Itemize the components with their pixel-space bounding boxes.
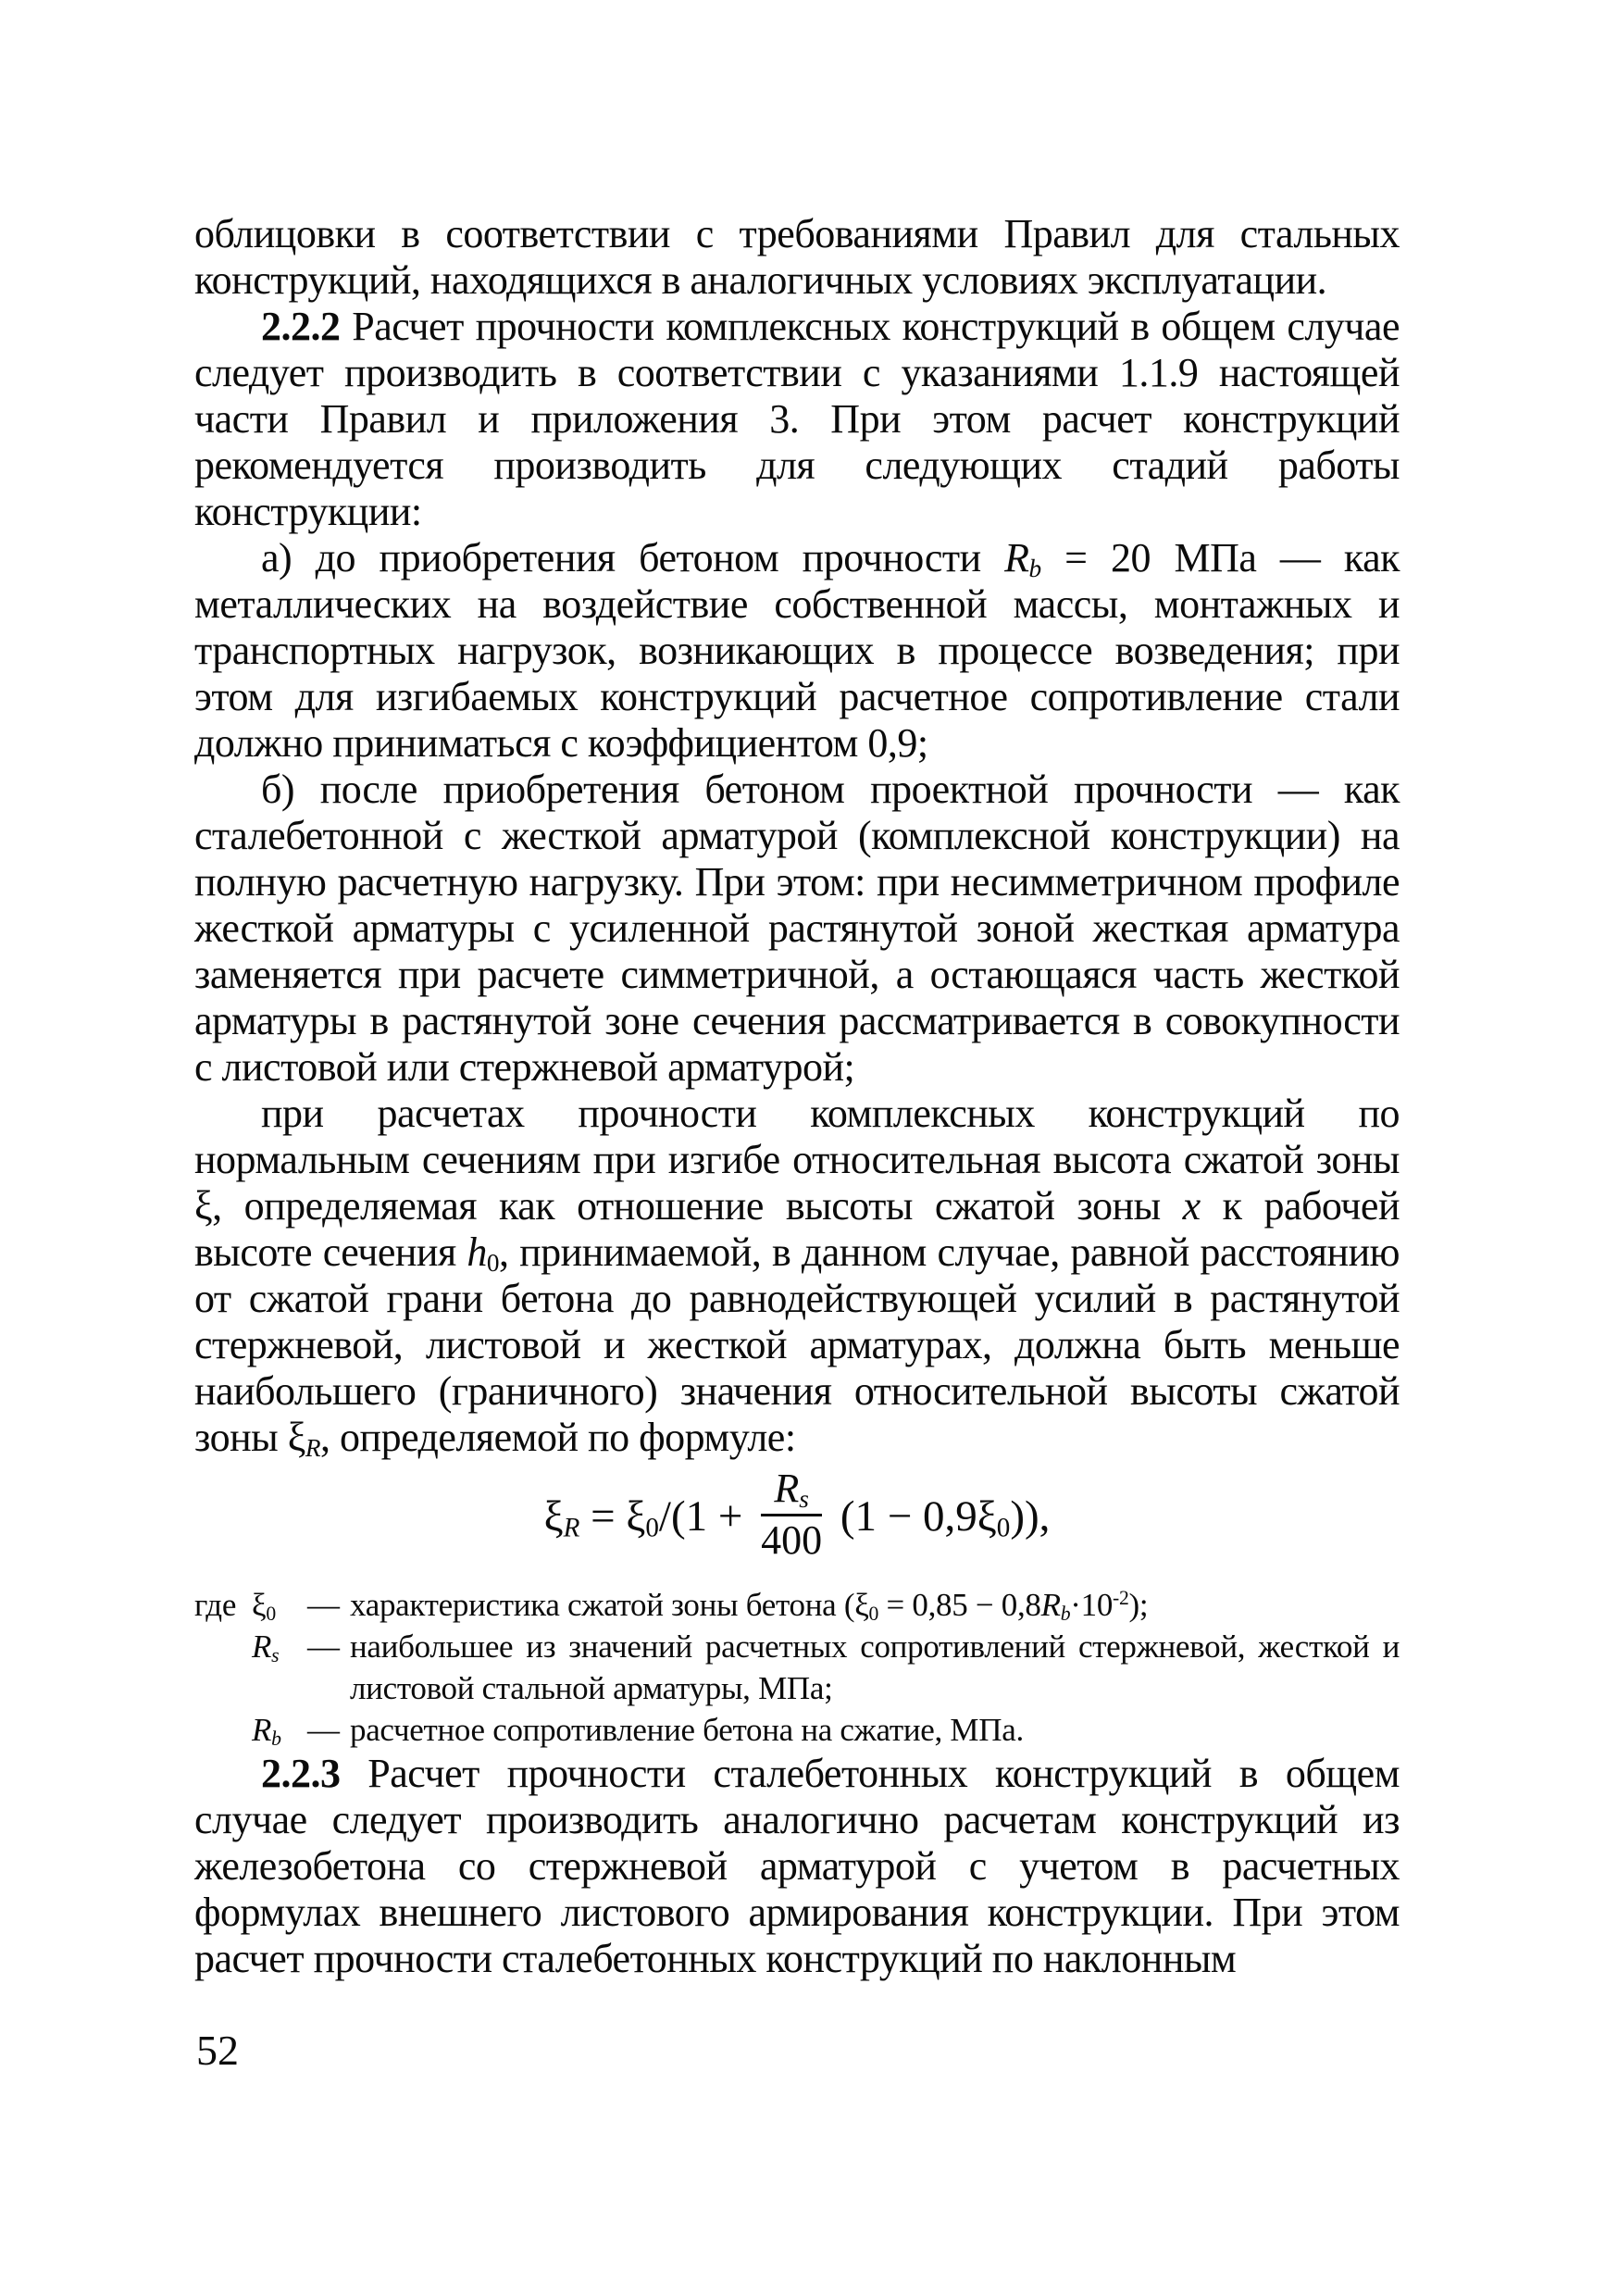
definition-xi0-dash: —	[307, 1586, 340, 1623]
definition-rb-description: расчетное сопротивление бетона на сжатие, МПа.	[350, 1711, 1024, 1748]
paragraph-2-2-3: 2.2.3 Расчет прочности сталебетонных конструкций в общем случае следует производить аналогично расчетам конструкций из железобетона со стержневой арматурой с учетом в расчетных формулах внешнего листового армирования конструкции. При этом расчет прочности сталебетонных конструкций по наклонным	[194, 1750, 1400, 1981]
definition-rb-dash: —	[307, 1711, 340, 1748]
definition-xi0-description: характеристика сжатой зоны бетона $(\xi_0 = 0,85 - 0,8R_b\cdot 10^{-2})$;	[350, 1586, 1149, 1625]
text-column	[194, 211, 1400, 1982]
where-label: где	[194, 1586, 237, 1623]
definition-rs	[252, 1626, 1400, 1709]
definition-rb-term: $R_b$	[252, 1711, 281, 1750]
definitions-list	[194, 1584, 1400, 1751]
formula-tail: $(1 - 0,9\xi_0)$),	[829, 1492, 1051, 1543]
definition-xi0	[252, 1584, 1400, 1626]
definition-rs-term: $R_s$	[252, 1628, 280, 1666]
definition-rs-dash: —	[307, 1628, 340, 1665]
paragraph-item-a: а) до приобретения бетоном прочности $R_b = 20$ МПа — как металлических на воздействие собственной массы, монтажных и транспортных нагрузок, возникающих в процессе возведения; при этом для изгибаемых конструкций расчетное сопротивление стали должно приниматься с коэффициентом 0,9;	[194, 535, 1400, 766]
formula-denominator: 400	[761, 1517, 823, 1564]
page-number: 52	[196, 2027, 239, 2074]
formula-xi-r	[194, 1466, 1400, 1569]
paragraph-2-2-2: 2.2.2 Расчет прочности комплексных конструкций в общем случае следует производить в соответствии с указаниями 1.1.9 настоящей части Правил и приложения 3. При этом расчет конструкций рекомендуется производить для следующих стадий работы конструкции:	[194, 304, 1400, 534]
definition-xi0-term: $\xi_0$	[252, 1586, 276, 1625]
paragraph-normal-sections: при расчетах прочности комплексных конструкций по нормальным сечениям при изгибе относительная высота сжатой зоны ξ, определяемая как отношение высоты сжатой зоны x к рабочей высоте сечения $h_0$, принимаемой, в данном случае, равной расстоянию от сжатой грани бетона до равнодействующей усилий в растянутой стержневой, листовой и жесткой арматурах, должна быть меньше наибольшего (граничного) значения относительной высоты сжатой зоны $\xi_R$, определяемой по формуле:	[194, 1091, 1400, 1462]
formula-mid: = $\xi_0/(1$ +	[579, 1492, 754, 1543]
formula-lhs: $\xi_R$	[543, 1492, 580, 1543]
paragraph-item-b: б) после приобретения бетоном проектной прочности — как сталебетонной с жесткой арматурой (комплексной конструкции) на полную расчетную нагрузку. При этом: при несимметричном профиле жесткой арматуры с усиленной растянутой зоной жесткая арматура заменяется при расчете симметричной, а остающаяся часть жесткой арматуры в растянутой зоне сечения рассматривается в совокупности с листовой или стержневой арматурой;	[194, 767, 1400, 1090]
paragraph-intro-continuation: облицовки в соответствии с требованиями Правил для стальных конструкций, находящихся в аналогичных условиях эксплуатации.	[194, 211, 1400, 303]
formula-fraction	[761, 1466, 822, 1564]
formula-numerator: $R_s$	[761, 1466, 822, 1516]
definition-rb	[252, 1709, 1400, 1751]
definition-rs-description: наибольшее из значений расчетных сопротивлений стержневой, жесткой и листовой стальной арматуры, МПа;	[350, 1628, 1400, 1706]
